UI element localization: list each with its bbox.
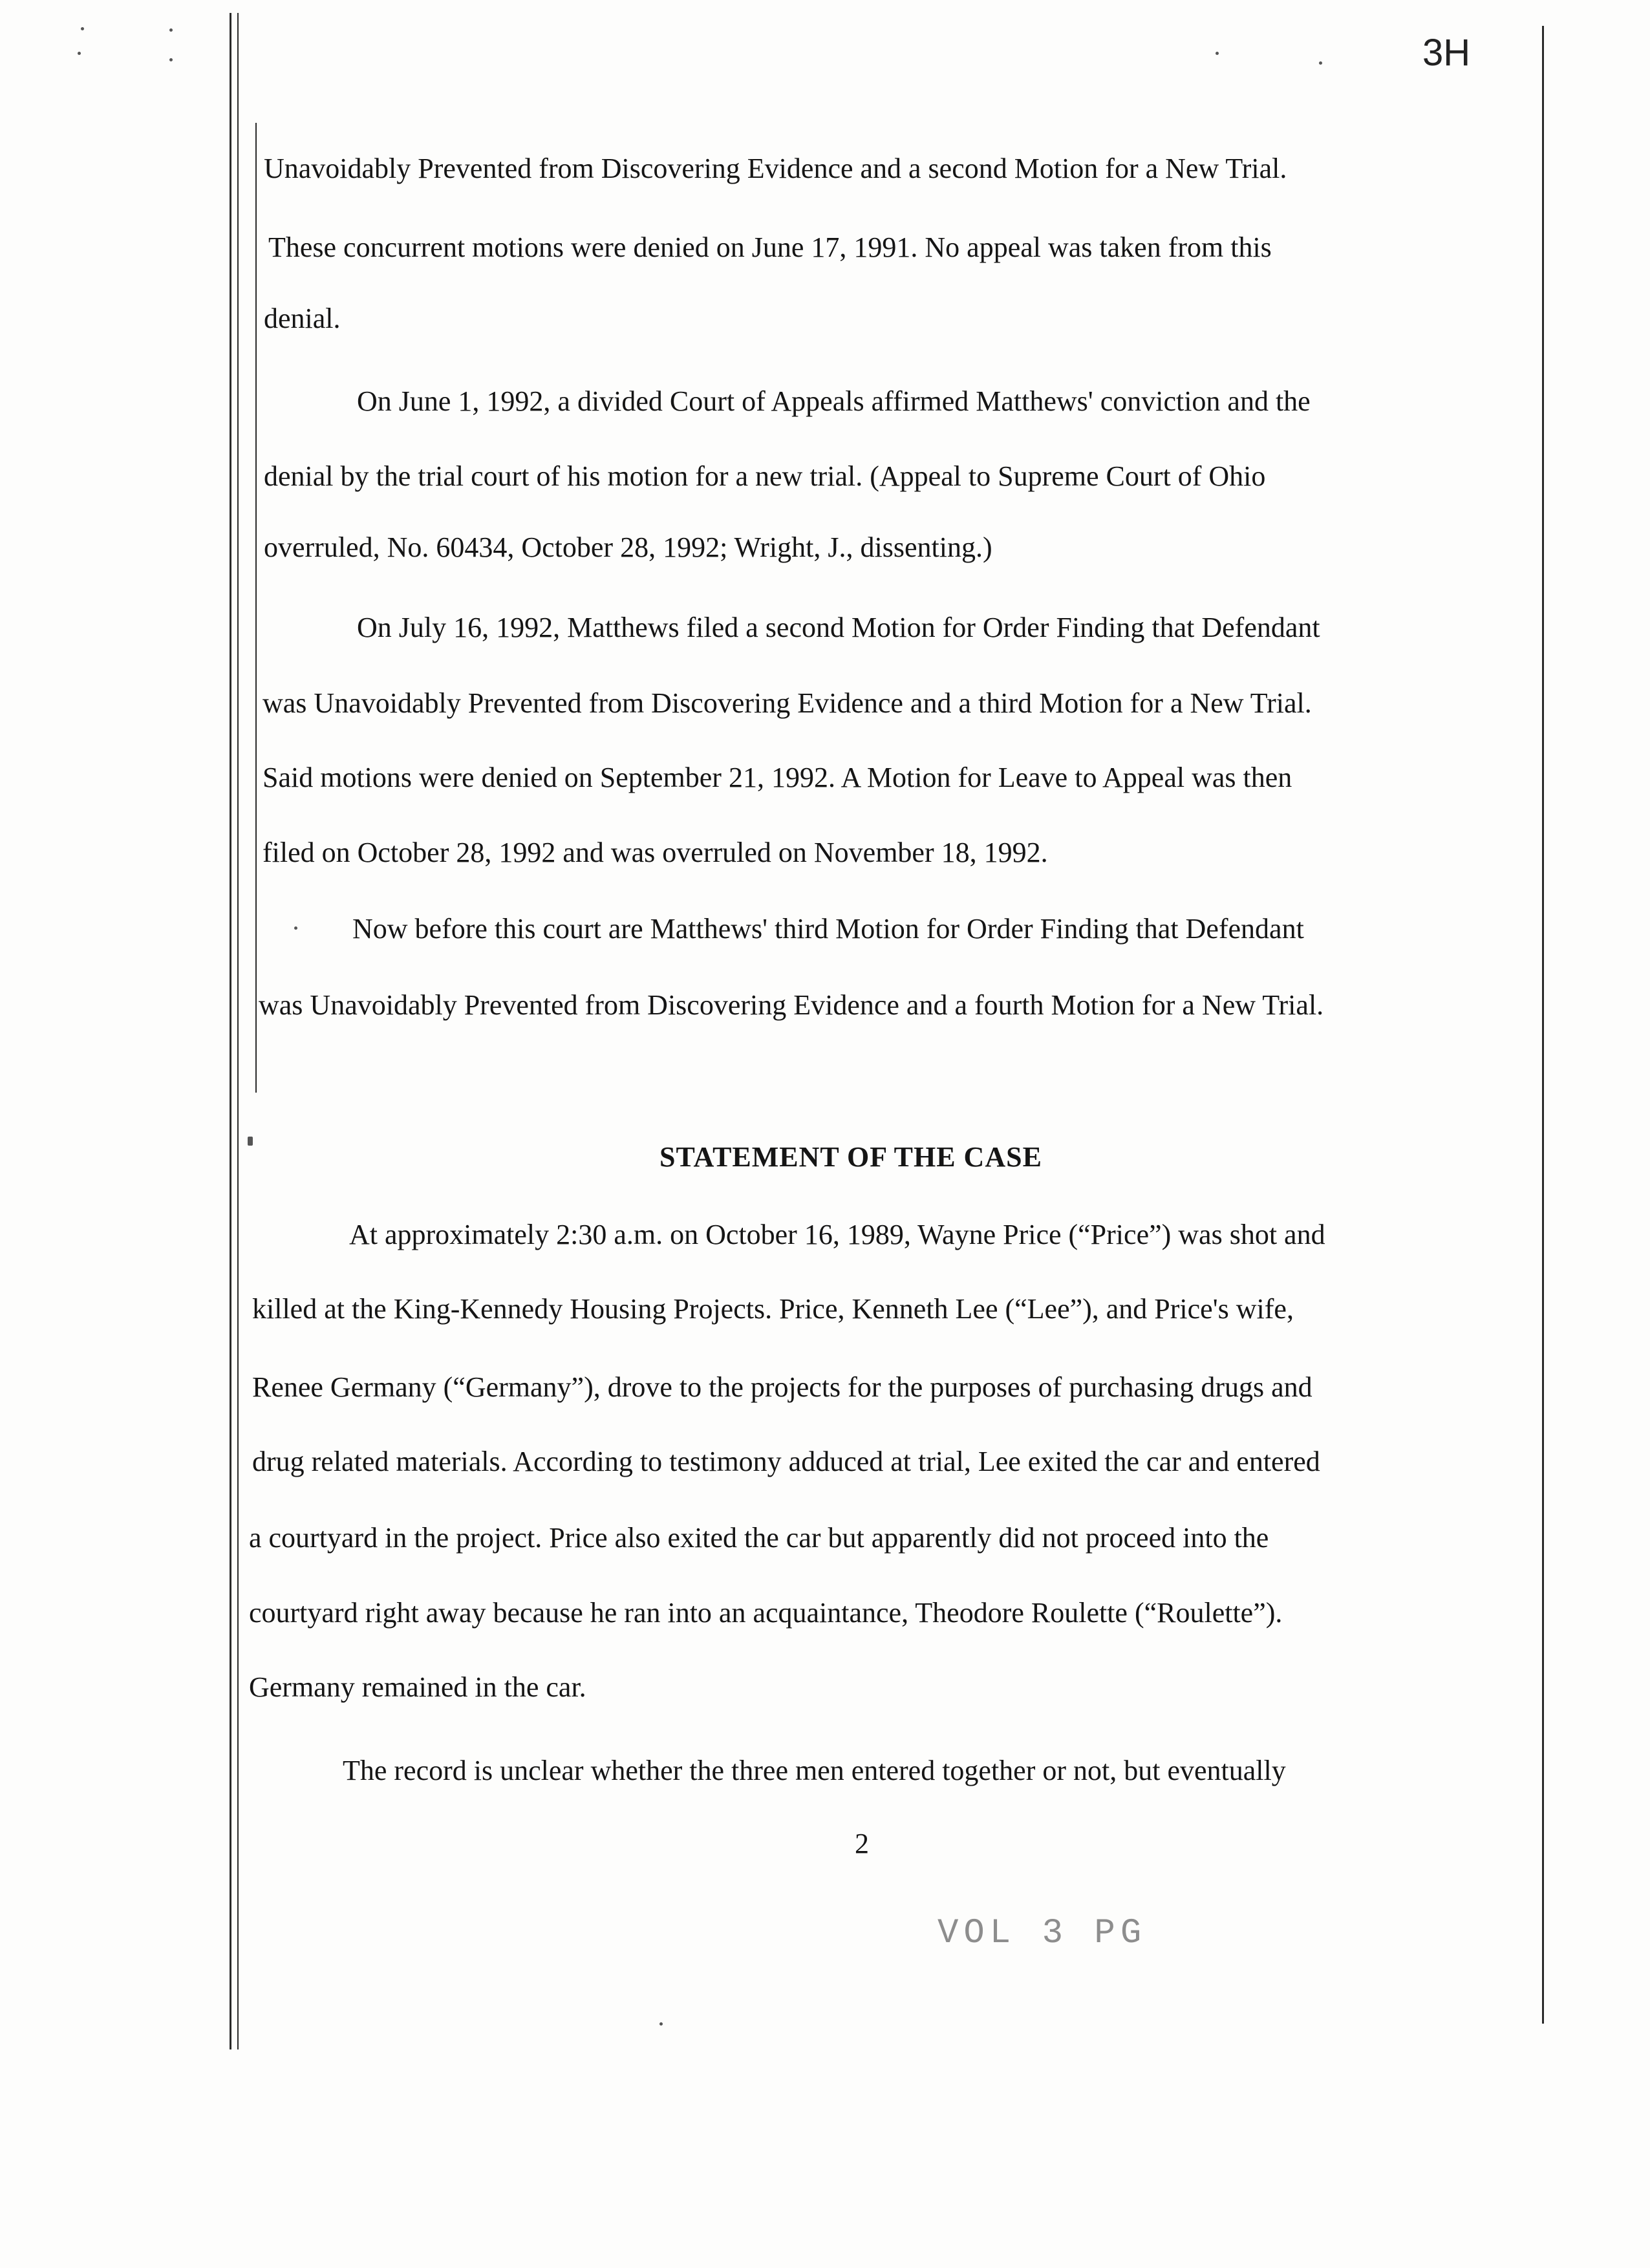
text-line: drug related materials. According to testimony adduced at trial, Lee exited the car and entered: [252, 1446, 1320, 1477]
text-line: At approximately 2:30 a.m. on October 16, 1989, Wayne Price (“Price”) was shot and: [349, 1219, 1325, 1250]
text-line: On June 1, 1992, a divided Court of Appeals affirmed Matthews' conviction and the: [357, 385, 1311, 417]
scan-speck: [659, 2022, 663, 2026]
text-line: overruled, No. 60434, October 28, 1992; Wright, J., dissenting.): [264, 531, 992, 563]
text-line: filed on October 28, 1992 and was overruled on November 18, 1992.: [262, 837, 1048, 868]
text-line: denial by the trial court of his motion for a new trial. (Appeal to Supreme Court of Ohio: [264, 460, 1266, 492]
text-line: Now before this court are Matthews' third Motion for Order Finding that Defendant: [352, 913, 1304, 945]
page-number: 2: [855, 1828, 869, 1859]
scan-speck: [248, 1137, 253, 1146]
left-margin-rule: [237, 13, 239, 2049]
text-line: courtyard right away because he ran into an acquaintance, Theodore Roulette (“Roulette”).: [249, 1597, 1283, 1629]
scan-speck: [169, 28, 173, 32]
text-line: Said motions were denied on September 21, 1992. A Motion for Leave to Appeal was then: [262, 762, 1292, 793]
text-line: Germany remained in the car.: [249, 1671, 586, 1703]
text-line: Unavoidably Prevented from Discovering Evidence and a second Motion for a New Trial.: [264, 153, 1287, 184]
scan-speck: [294, 926, 297, 930]
scan-speck: [78, 52, 81, 55]
section-heading: STATEMENT OF THE CASE: [659, 1141, 1042, 1173]
text-line: killed at the King-Kennedy Housing Projects. Price, Kenneth Lee (“Lee”), and Price's wife,: [252, 1293, 1294, 1325]
scan-speck: [169, 58, 173, 61]
text-line: These concurrent motions were denied on June 17, 1991. No appeal was taken from this: [268, 231, 1272, 263]
text-line: denial.: [264, 303, 341, 334]
text-line: On July 16, 1992, Matthews filed a second Motion for Order Finding that Defendant: [357, 612, 1320, 643]
volume-stamp: VOL 3 PG: [938, 1914, 1147, 1953]
left-margin-rule: [255, 123, 257, 1093]
page-reference: 3H: [1422, 32, 1471, 74]
right-margin-rule: [1542, 26, 1544, 2024]
scan-speck: [1319, 61, 1322, 65]
scan-speck: [1216, 52, 1219, 55]
text-line: was Unavoidably Prevented from Discovering Evidence and a fourth Motion for a New Trial.: [259, 989, 1324, 1021]
left-margin-rule: [230, 13, 231, 2049]
scan-speck: [81, 27, 84, 30]
text-line: Renee Germany (“Germany”), drove to the projects for the purposes of purchasing drugs and: [252, 1371, 1312, 1403]
text-line: was Unavoidably Prevented from Discovering Evidence and a third Motion for a New Trial.: [262, 687, 1312, 719]
text-line: a courtyard in the project. Price also exited the car but apparently did not proceed into the: [249, 1522, 1269, 1554]
text-line: The record is unclear whether the three men entered together or not, but eventually: [343, 1755, 1286, 1786]
